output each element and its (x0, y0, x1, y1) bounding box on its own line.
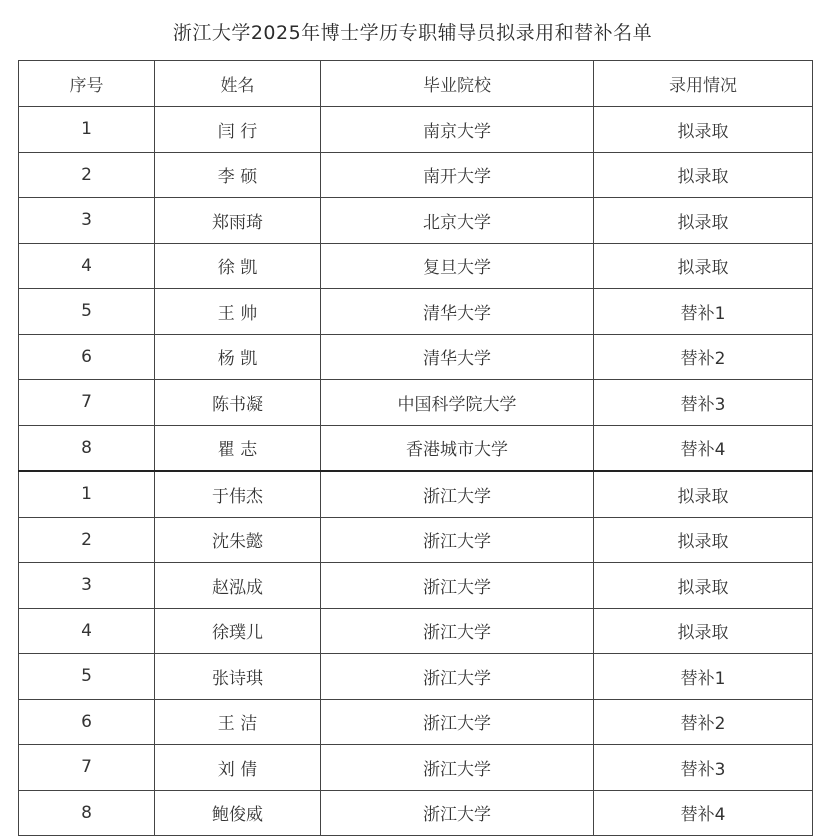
table-row (19, 198, 813, 244)
header-school: 毕业院校 (321, 61, 594, 107)
cell-school: 浙江大学 (321, 517, 594, 563)
cell-school: 北京大学 (321, 198, 594, 244)
cell-school: 浙江大学 (321, 654, 594, 700)
cell-no: 6 (19, 699, 155, 745)
cell-school: 浙江大学 (321, 563, 594, 609)
cell-status: 拟录取 (594, 563, 813, 609)
table-header-row (19, 61, 813, 107)
cell-name: 闫 行 (155, 107, 321, 153)
table-row (19, 654, 813, 700)
cell-name: 郑雨琦 (155, 198, 321, 244)
cell-status: 拟录取 (594, 198, 813, 244)
table-row (19, 243, 813, 289)
cell-status: 拟录取 (594, 243, 813, 289)
cell-no: 1 (19, 471, 155, 517)
cell-school: 中国科学院大学 (321, 380, 594, 426)
cell-status: 替补2 (594, 334, 813, 380)
cell-status: 替补3 (594, 745, 813, 791)
cell-name: 鲍俊威 (155, 790, 321, 836)
cell-status: 拟录取 (594, 107, 813, 153)
cell-school: 复旦大学 (321, 243, 594, 289)
cell-name: 赵泓成 (155, 563, 321, 609)
cell-no: 1 (19, 107, 155, 153)
cell-no: 7 (19, 380, 155, 426)
cell-no: 8 (19, 790, 155, 836)
table-row (19, 699, 813, 745)
cell-no: 6 (19, 334, 155, 380)
cell-school: 南开大学 (321, 152, 594, 198)
table-row (19, 608, 813, 654)
cell-no: 7 (19, 745, 155, 791)
cell-no: 4 (19, 608, 155, 654)
cell-name: 徐璞儿 (155, 608, 321, 654)
cell-name: 张诗琪 (155, 654, 321, 700)
cell-status: 替补3 (594, 380, 813, 426)
cell-status: 替补2 (594, 699, 813, 745)
table-row (19, 289, 813, 335)
roster-table (18, 60, 813, 836)
cell-name: 刘 倩 (155, 745, 321, 791)
table-row (19, 152, 813, 198)
cell-school: 浙江大学 (321, 699, 594, 745)
table-row (19, 563, 813, 609)
cell-school: 清华大学 (321, 289, 594, 335)
table-row (19, 107, 813, 153)
cell-name: 徐 凯 (155, 243, 321, 289)
header-status: 录用情况 (594, 61, 813, 107)
cell-status: 拟录取 (594, 517, 813, 563)
cell-name: 沈朱懿 (155, 517, 321, 563)
cell-status: 拟录取 (594, 471, 813, 517)
cell-status: 替补1 (594, 289, 813, 335)
cell-school: 南京大学 (321, 107, 594, 153)
cell-name: 杨 凯 (155, 334, 321, 380)
cell-name: 于伟杰 (155, 471, 321, 517)
cell-no: 5 (19, 289, 155, 335)
document-title: 浙江大学2025年博士学历专职辅导员拟录用和替补名单 (172, 22, 653, 44)
cell-school: 浙江大学 (321, 745, 594, 791)
table-row (19, 425, 813, 471)
cell-no: 4 (19, 243, 155, 289)
cell-status: 拟录取 (594, 152, 813, 198)
table-row (19, 517, 813, 563)
cell-name: 瞿 志 (155, 425, 321, 471)
cell-name: 陈书凝 (155, 380, 321, 426)
cell-school: 清华大学 (321, 334, 594, 380)
cell-school: 浙江大学 (321, 790, 594, 836)
cell-name: 李 硕 (155, 152, 321, 198)
header-name: 姓名 (155, 61, 321, 107)
cell-status: 替补4 (594, 425, 813, 471)
cell-no: 3 (19, 198, 155, 244)
cell-no: 8 (19, 425, 155, 471)
cell-no: 2 (19, 517, 155, 563)
table-row (19, 471, 813, 517)
table-row (19, 334, 813, 380)
table-row (19, 745, 813, 791)
header-no: 序号 (19, 61, 155, 107)
cell-no: 5 (19, 654, 155, 700)
cell-no: 2 (19, 152, 155, 198)
cell-school: 香港城市大学 (321, 425, 594, 471)
cell-status: 替补4 (594, 790, 813, 836)
cell-name: 王 帅 (155, 289, 321, 335)
cell-school: 浙江大学 (321, 471, 594, 517)
cell-school: 浙江大学 (321, 608, 594, 654)
cell-no: 3 (19, 563, 155, 609)
table-row (19, 790, 813, 836)
cell-name: 王 洁 (155, 699, 321, 745)
table-row (19, 380, 813, 426)
cell-status: 替补1 (594, 654, 813, 700)
cell-status: 拟录取 (594, 608, 813, 654)
